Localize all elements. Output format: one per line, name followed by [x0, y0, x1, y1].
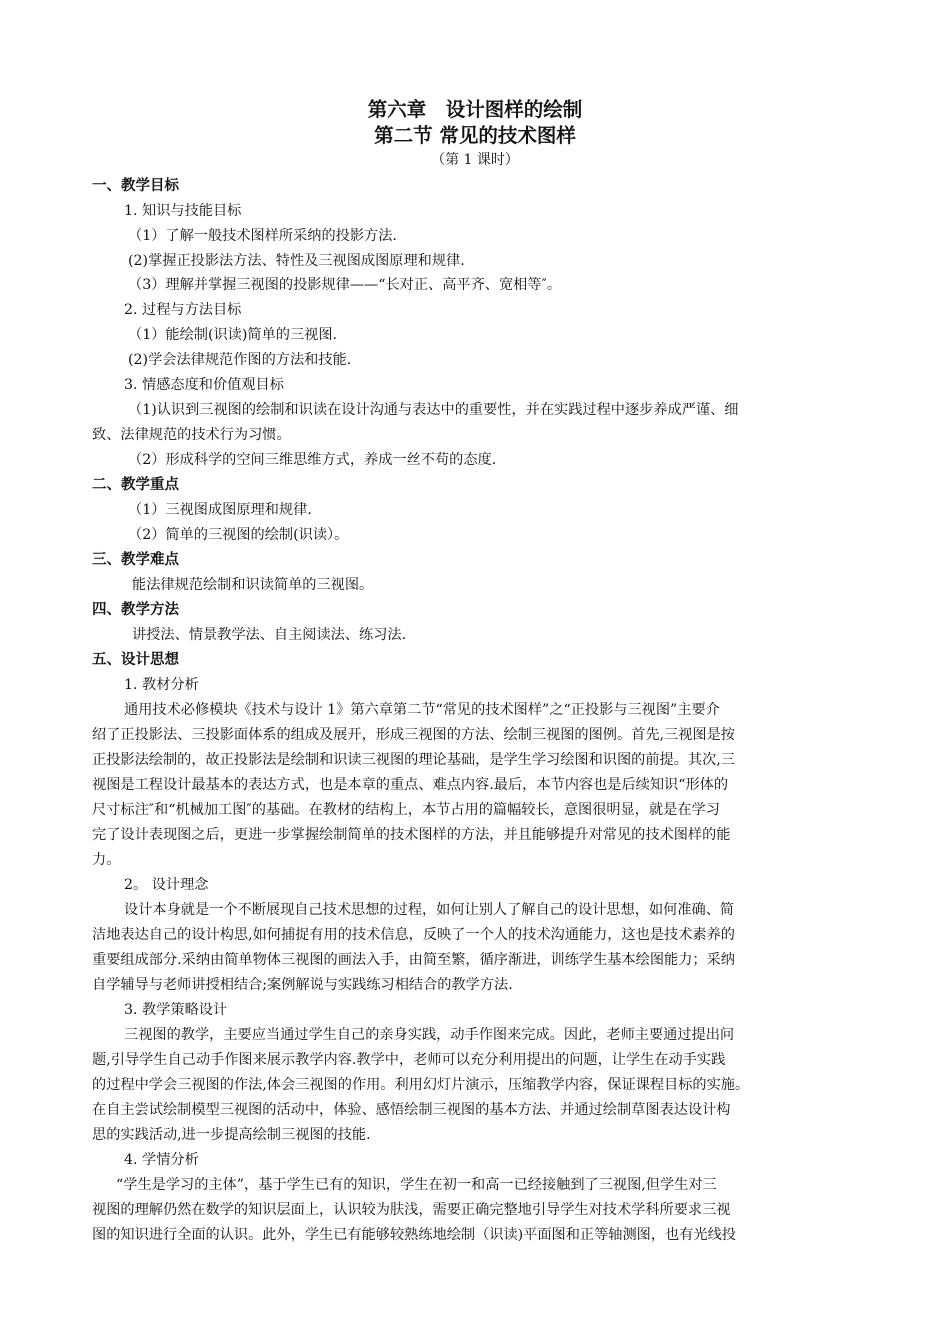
- heading-teaching-goals: 一、教学目标: [92, 178, 179, 194]
- paragraph-line: 题,引导学生自己动手作图来展示教学内容.教学中，老师可以充分利用提出的问题，让学生在动手实践: [92, 1052, 726, 1068]
- methods-text: 讲授法、情景教学法、自主阅读法、练习法.: [132, 627, 407, 643]
- paragraph-line: 通用技术必修模块《技术与设计 1》第六章第二节“常见的技术图样”之“正投影与三视图”主要介: [124, 702, 720, 718]
- paragraph-line: 的过程中学会三视图的作法,体会三视图的作用。利用幻灯片演示，压缩教学内容，保证课程目标的实施。: [92, 1077, 750, 1093]
- paragraph-line: 正投影法绘制的，故正投影法是绘制和识读三视图的理论基础，是学生学习绘图和识图的前提。其次,三: [92, 752, 735, 768]
- heading-difficulties: 三、教学难点: [92, 552, 179, 568]
- subheading-knowledge-skills: 1. 知识与技能目标: [124, 203, 242, 219]
- subheading-textbook-analysis: 1. 教材分析: [124, 677, 199, 693]
- subheading-teaching-strategy: 3. 教学策略设计: [124, 1002, 228, 1018]
- paragraph-line: 视图是工程设计最基本的表达方式，也是本章的重点、难点内容.最后，本节内容也是后续知识“形体的: [92, 777, 729, 793]
- paragraph-line: 思的实践活动,进一步提高绘制三视图的技能.: [92, 1127, 371, 1143]
- paragraph-line: 设计本身就是一个不断展现自己技术思想的过程，如何让别人了解自己的设计思想，如何准确、简: [124, 902, 735, 918]
- difficulty-text: 能法律规范绘制和识读简单的三视图。: [132, 577, 374, 593]
- paragraph-line: 图的知识进行全面的认识。此外，学生已有能够较熟练地绘制（识读)平面图和正等轴测图，也有光线投: [92, 1227, 736, 1243]
- goal-item: （1）了解一般技术图样所采纳的投影方法.: [128, 228, 397, 244]
- chapter-title: 第六章 设计图样的绘制: [367, 98, 583, 121]
- paragraph-line: 自学辅导与老师讲授相结合;案例解说与实践练习相结合的教学方法.: [92, 977, 513, 993]
- heading-design-thinking: 五、设计思想: [92, 652, 179, 668]
- paragraph-line: 尺寸标注″和“机械加工图″的基础。在教材的结构上，本节占用的篇幅较长，意图很明显，就是在学习: [92, 802, 720, 818]
- heading-key-points: 二、教学重点: [92, 477, 179, 493]
- subheading-attitude-values: 3. 情感态度和价值观目标: [124, 377, 284, 393]
- goal-item: （1）能绘制(识读)简单的三视图.: [128, 327, 338, 343]
- paragraph-line: 视图的理解仍然在数学的知识层面上，认识较为肤浅，需要正确完整地引导学生对技术学科所要求三视: [92, 1202, 731, 1218]
- goal-item: （2）形成科学的空间三维思维方式，养成一丝不苟的态度.: [128, 452, 497, 468]
- goal-item: (2)学会法律规范作图的方法和技能.: [128, 352, 352, 368]
- section-title: 第二节 常见的技术图样: [374, 124, 576, 147]
- paragraph-line: 完了设计表现图之后，更进一步掌握绘制简单的技术图样的方法，并且能够提升对常见的技术图样的能: [92, 827, 731, 843]
- paragraph-line: 绍了正投影法、三投影面体系的组成及展开，形成三视图的方法、绘制三视图的图例。首先,三视图是按: [92, 727, 735, 743]
- paragraph-line: （1)认识到三视图的绘制和识读在设计沟通与表达中的重要性，并在实践过程中逐步养成严谨、细: [128, 402, 739, 418]
- paragraph-line: 在自主尝试绘制模型三视图的活动中，体验、感悟绘制三视图的基本方法、并通过绘制草图表达设计构: [92, 1102, 731, 1118]
- subheading-design-concept: 2。 设计理念: [124, 877, 209, 893]
- key-point-item: （1）三视图成图原理和规律.: [128, 502, 312, 518]
- key-point-item: （2）简单的三视图的绘制(识读）。: [128, 527, 349, 543]
- paragraph-line: 三视图的教学，主要应当通过学生自己的亲身实践，动手作图来完成。因此，老师主要通过提出问: [124, 1027, 735, 1043]
- paragraph-line: “学生是学习的主体”，基于学生已有的知识，学生在初一和高一已经接触到了三视图,但学生对三: [116, 1177, 717, 1193]
- subheading-process-method: 2. 过程与方法目标: [124, 302, 242, 318]
- period-label: （第 1 课时）: [431, 152, 519, 168]
- heading-methods: 四、教学方法: [92, 602, 179, 618]
- paragraph-line: 致、法律规范的技术行为习惯。: [92, 427, 291, 443]
- goal-item: (2)掌握正投影法方法、特性及三视图成图原理和规律.: [128, 253, 465, 269]
- paragraph-line: 力。: [92, 852, 121, 868]
- paragraph-line: 重要组成部分.采纳由简单物体三视图的画法入手，由简至繁，循序渐进，训练学生基本绘图能力；采纳: [92, 952, 735, 968]
- goal-item: （3）理解并掌握三视图的投影规律——“长对正、高平齐、宽相等″。: [128, 277, 562, 293]
- subheading-learner-analysis: 4. 学情分析: [124, 1152, 199, 1168]
- paragraph-line: 洁地表达自己的设计构思,如何捕捉有用的技术信息，反映了一个人的技术沟通能力，这也是技术素养的: [92, 927, 735, 943]
